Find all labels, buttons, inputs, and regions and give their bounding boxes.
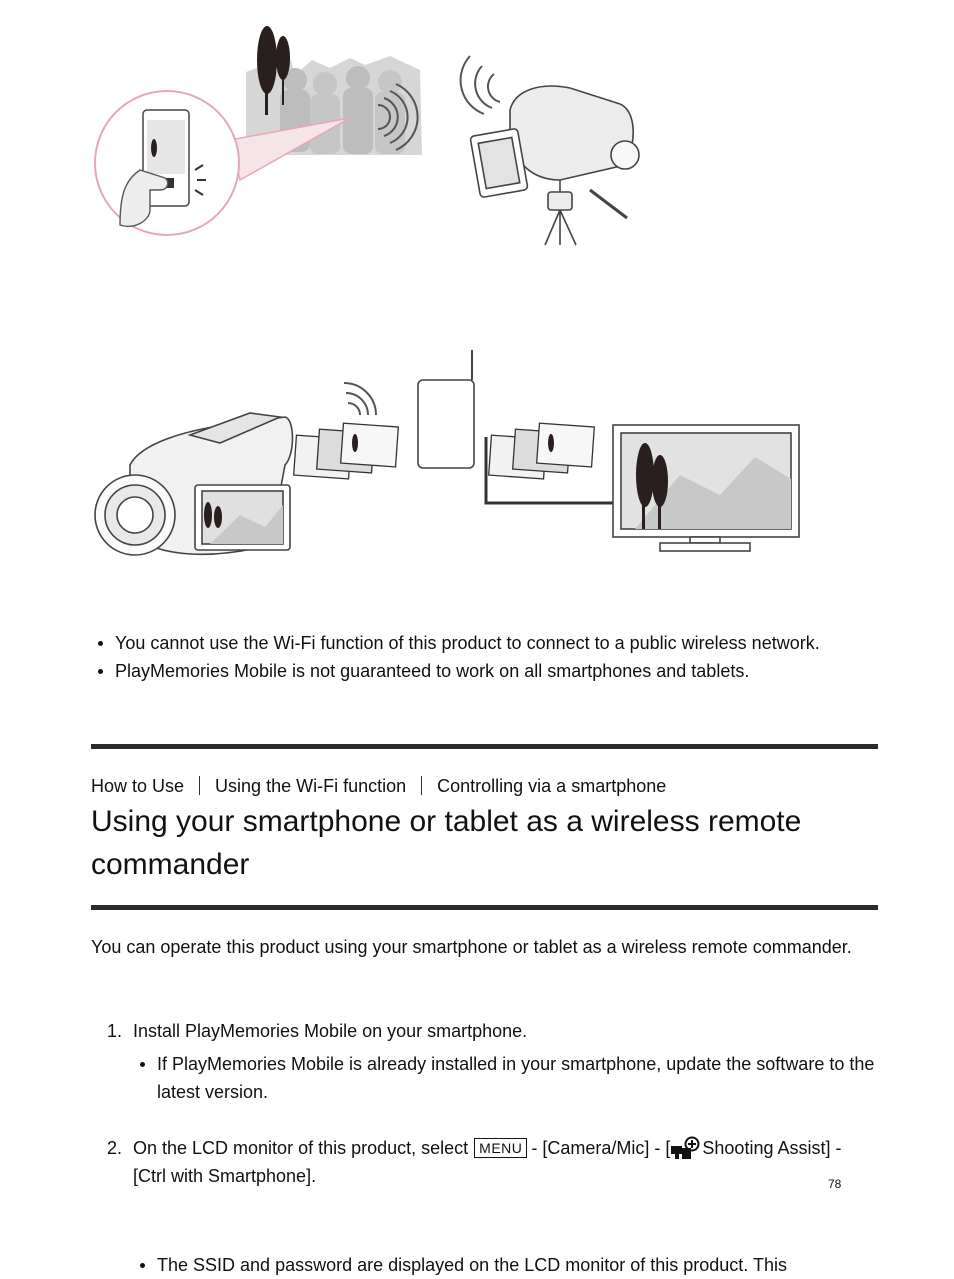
notes-list	[91, 629, 891, 685]
camcorder	[95, 413, 293, 555]
shooting-assist-icon	[670, 1136, 702, 1160]
step-2-note	[133, 1251, 907, 1279]
intro-paragraph: You can operate this product using your smartphone or tablet as a wireless remote commander.	[91, 937, 852, 957]
note-item: PlayMemories Mobile is not guaranteed to work on all smartphones and tablets.	[91, 657, 891, 685]
breadcrumb	[91, 774, 666, 798]
step-number: 2.	[107, 1138, 123, 1158]
section-divider-top	[91, 744, 878, 749]
step-1-note	[133, 1050, 907, 1106]
step-text-after: Shooting Assist] - [Ctrl with Smartphone].	[133, 1138, 842, 1186]
photo-stack-right	[489, 423, 595, 479]
step-note-text: If PlayMemories Mobile is already installed in your smartphone, update the software to the latest version.	[157, 1054, 875, 1102]
breadcrumb-item-controlling-smartphone[interactable]: Controlling via a smartphone	[437, 776, 667, 796]
photo-stack-left	[294, 423, 399, 479]
page-title: Using your smartphone or tablet as a wireless remote commander	[91, 805, 802, 881]
breadcrumb-separator	[199, 776, 200, 795]
breadcrumb-separator	[421, 776, 422, 795]
step-number: 1.	[107, 1021, 123, 1041]
wifi-waves-camcorder	[461, 56, 500, 114]
step-text: Install PlayMemories Mobile on your smartphone.	[133, 1021, 528, 1041]
step-text-before: On the LCD monitor of this product, select	[133, 1138, 469, 1158]
wifi-waves	[344, 383, 376, 415]
menu-button-label: MENU	[474, 1138, 527, 1158]
illustration-tv-connection	[90, 345, 810, 560]
breadcrumb-item-how-to-use[interactable]: How to Use	[91, 776, 185, 796]
page-number: 78	[828, 1177, 842, 1191]
step-note-text: The SSID and password are displayed on the LCD monitor of this product. This	[157, 1255, 787, 1275]
camcorder-on-tripod	[470, 86, 639, 245]
illustration-smartphone-remote	[90, 20, 650, 250]
note-item: You cannot use the Wi-Fi function of this product to connect to a public wireless network.	[91, 629, 891, 657]
section-divider-bottom	[91, 905, 878, 910]
step-text-middle: - [Camera/Mic] - [	[531, 1138, 671, 1158]
breadcrumb-item-wifi-function[interactable]: Using the Wi-Fi function	[215, 776, 407, 796]
television	[613, 425, 799, 551]
access-point	[418, 350, 474, 468]
